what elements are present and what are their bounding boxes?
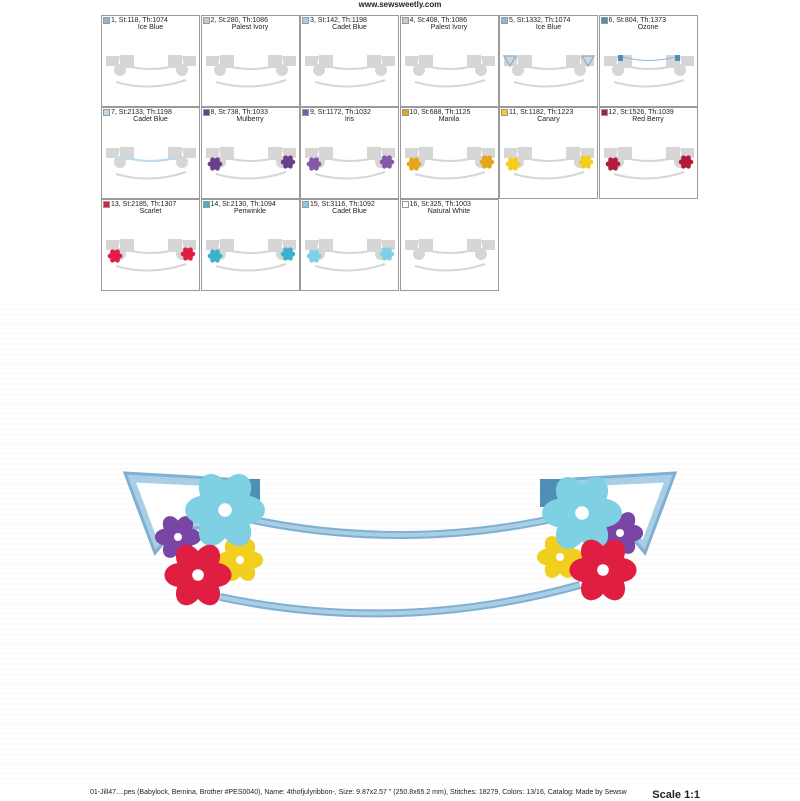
- color-step-cell: [201, 107, 300, 199]
- stitch-info: 8, St:738, Th:1033: [210, 109, 268, 116]
- thread-swatch: [203, 109, 210, 116]
- thread-swatch: [601, 109, 608, 116]
- color-step-cell: [201, 15, 300, 107]
- color-step-header: [501, 109, 596, 123]
- step-thumbnail: [303, 144, 397, 184]
- color-step-cell: [300, 107, 399, 199]
- thread-name: Cadet Blue: [133, 116, 168, 123]
- thread-name: Periwinkle: [234, 208, 266, 215]
- stitch-info: 11, St:1182, Th:1223: [509, 109, 574, 116]
- thread-name: Canary: [537, 116, 560, 123]
- step-thumbnail: [204, 236, 298, 276]
- stitch-info: 12, St:1526, Th:1039: [608, 109, 674, 116]
- color-step-header: [203, 201, 298, 215]
- color-step-cell: [599, 107, 698, 199]
- color-step-cell: [300, 15, 399, 107]
- thread-name: Ice Blue: [535, 24, 562, 31]
- step-thumbnail: [104, 236, 198, 276]
- step-thumbnail: [403, 52, 497, 92]
- stitch-info: 13, St:2185, Th:1307: [111, 201, 177, 208]
- stitch-info: 16, St:325, Th:1003: [409, 201, 471, 208]
- color-step-header: [103, 109, 198, 123]
- color-step-cell: [201, 199, 300, 291]
- stitch-info: 14, St:2130, Th:1094: [210, 201, 276, 208]
- site-header: www.sewsweetly.com: [358, 0, 442, 9]
- stitch-info: 9, St:1172, Th:1032: [310, 109, 371, 116]
- step-thumbnail: [104, 52, 198, 92]
- step-thumbnail: [602, 52, 696, 92]
- color-step-header: [601, 17, 696, 31]
- color-step-cell: [400, 15, 499, 107]
- thread-swatch: [203, 17, 210, 24]
- stitch-info: 10, St:688, Th:1125: [409, 109, 471, 116]
- thread-name: Manila: [438, 116, 460, 123]
- thread-swatch: [302, 17, 309, 24]
- color-step-header: [203, 109, 298, 123]
- design-info-footer: 01-Jill47....pes (Babylock, Bernina, Brother #PES0040), Name: 4thofjulyribbon-, Size: 9.87x2.57 " (250.8x65.2 mm), Stitches: 18279, Colors: 13/16, Catalog: Made by Sewsw: [90, 789, 627, 796]
- color-step-header: [203, 17, 298, 31]
- step-thumbnail: [403, 144, 497, 184]
- step-thumbnail: [303, 52, 397, 92]
- thread-swatch: [103, 17, 110, 24]
- color-step-cell: [599, 15, 698, 107]
- step-thumbnail: [602, 144, 696, 184]
- thread-swatch: [103, 109, 110, 116]
- thread-name: Scarlet: [139, 208, 162, 215]
- thread-name: Cadet Blue: [332, 208, 367, 215]
- stitch-info: 3, St:142, Th:1198: [310, 17, 367, 24]
- thread-name: Ice Blue: [137, 24, 164, 31]
- color-step-cell: [400, 107, 499, 199]
- stitch-info: 6, St:804, Th:1373: [608, 17, 666, 24]
- step-thumbnail: [303, 236, 397, 276]
- color-step-header: [302, 17, 397, 31]
- color-step-header: [402, 201, 497, 215]
- color-step-cell: [499, 15, 598, 107]
- embroidery-design-preview: [120, 465, 680, 625]
- color-step-cell: [499, 107, 598, 199]
- scale-label: Scale 1:1: [652, 789, 700, 801]
- thread-name: Mulberry: [236, 116, 264, 123]
- color-step-header: [402, 109, 497, 123]
- thread-swatch: [402, 201, 409, 208]
- color-step-cell: [101, 199, 200, 291]
- step-thumbnail: [502, 144, 596, 184]
- thread-name: Cadet Blue: [332, 24, 367, 31]
- step-thumbnail: [403, 236, 497, 276]
- color-step-cell: [101, 15, 200, 107]
- stitch-info: 2, St:280, Th:1086: [210, 17, 268, 24]
- color-step-header: [601, 109, 696, 123]
- color-step-cell: [300, 199, 399, 291]
- thread-name: Palest Ivory: [430, 24, 468, 31]
- color-step-header: [501, 17, 596, 31]
- thread-swatch: [402, 109, 409, 116]
- step-thumbnail: [502, 52, 596, 92]
- step-thumbnail: [104, 144, 198, 184]
- thread-swatch: [302, 201, 309, 208]
- color-step-header: [103, 17, 198, 31]
- color-step-header: [103, 201, 198, 215]
- thread-swatch: [501, 17, 508, 24]
- color-step-header: [302, 201, 397, 215]
- stitch-info: 7, St:2133, Th:1198: [111, 109, 172, 116]
- thread-swatch: [601, 17, 608, 24]
- thread-name: Iris: [344, 116, 355, 123]
- thread-name: Natural White: [427, 208, 471, 215]
- thread-swatch: [402, 17, 409, 24]
- thread-swatch: [203, 201, 210, 208]
- thread-swatch: [302, 109, 309, 116]
- stitch-info: 15, St:3116, Th:1092: [310, 201, 375, 208]
- color-step-header: [402, 17, 497, 31]
- stitch-info: 5, St:1332, Th:1074: [509, 17, 571, 24]
- thread-swatch: [501, 109, 508, 116]
- stitch-info: 4, St:408, Th:1086: [409, 17, 467, 24]
- step-thumbnail: [204, 52, 298, 92]
- color-step-cell: [101, 107, 200, 199]
- step-thumbnail: [204, 144, 298, 184]
- color-step-header: [302, 109, 397, 123]
- thread-swatch: [103, 201, 110, 208]
- thread-name: Red Berry: [632, 116, 664, 123]
- thread-name: Palest Ivory: [231, 24, 269, 31]
- thread-name: Ozone: [637, 24, 659, 31]
- stitch-info: 1, St:118, Th:1074: [111, 17, 168, 24]
- color-step-cell: [400, 199, 499, 291]
